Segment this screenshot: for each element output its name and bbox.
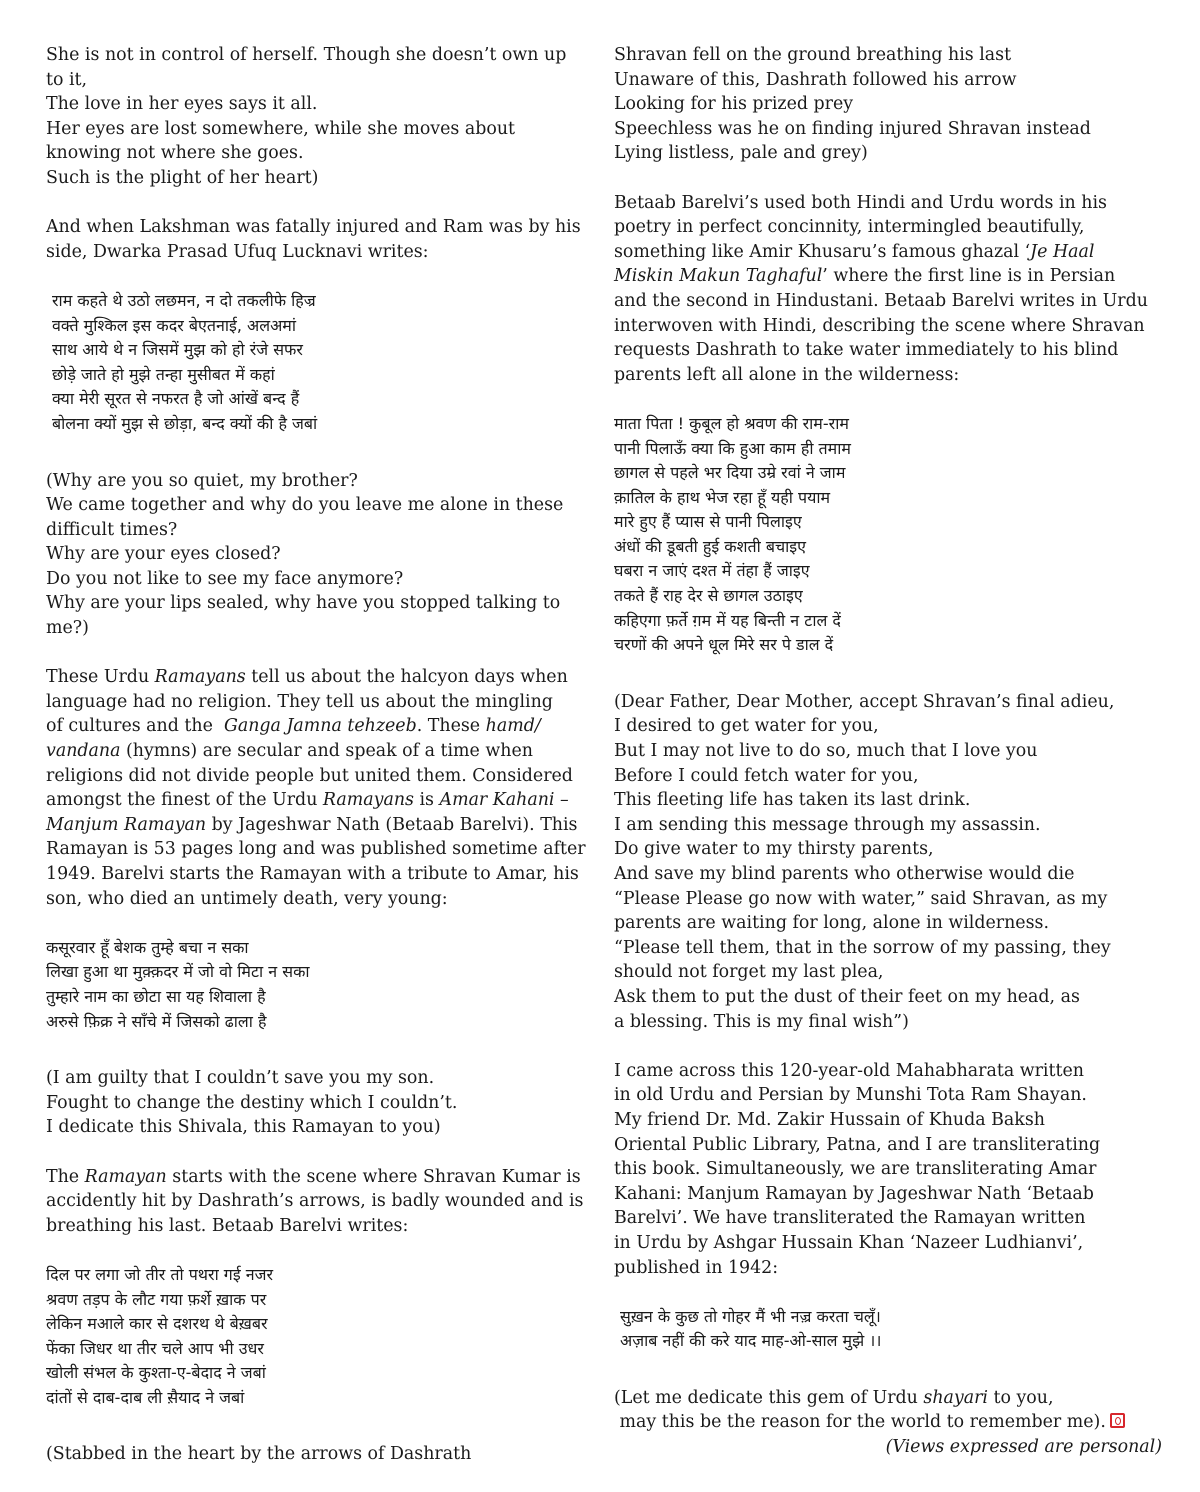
text-line: (Why are you so quiet, my brother? (46, 470, 358, 491)
verse-line: छोड़े जाते हो मुझे तन्हा मुसीबत में कहां (52, 364, 275, 384)
verse-line: पानी पिलाऊँ क्या कि हुआ काम ही तमाम (614, 438, 851, 458)
hindi-verse-block (46, 936, 586, 1034)
text-line: “Please tell them, that in the sorrow of my passing, they (614, 937, 1111, 958)
translation-block (614, 690, 1162, 1034)
right-column (614, 43, 1162, 1484)
text-line: We came together and why do you leave me alone in these (46, 495, 564, 516)
text-line: Lying listless, pale and grey) (614, 143, 868, 164)
verse-line: माता पिता ! कुबूल हो श्रवण की राम-राम (614, 413, 849, 433)
text-line: These Urdu Ramayans tell us about the halcyon days when (46, 667, 568, 688)
text-line: “Please Please go now with water,” said Shravan, as my (614, 888, 1108, 909)
verse-line: फेंका जिधर था तीर चले आप भी उधर (46, 1338, 264, 1358)
translation-block (46, 1066, 586, 1140)
text-line: Ask them to put the dust of their feet on my head, as (614, 986, 1080, 1007)
text-line: a blessing. This is my final wish”) (614, 1011, 909, 1032)
text-line: And save my blind parents who otherwise would die (614, 864, 1075, 884)
translation-block (46, 469, 586, 641)
verse-line: कसूरवार हूँ बेशक तुम्हे बचा न सका (46, 937, 249, 957)
translation-block (46, 1442, 586, 1467)
translation-block (614, 43, 1162, 166)
text-line: me?) (46, 618, 89, 639)
text-line: amongst the finest of the Urdu Ramayans is Amar Kahani – (46, 790, 569, 811)
text-line: Barelvi’. We have transliterated the Ramayan written (614, 1208, 1086, 1229)
verse-line: मारे हुए हैं प्यास से पानी पिलाइए (614, 512, 802, 532)
text-line: parents are waiting for long, alone in wilderness. (614, 913, 1049, 934)
text-line: poetry in perfect concinnity, intermingled beautifully, (614, 217, 1085, 238)
verse-line: छागल से पहले भर दिया उम्रे रवां ने जाम (614, 463, 846, 483)
text-line: to it, (46, 69, 88, 90)
text-line: She is not in control of herself. Though she doesn’t own up (46, 45, 567, 65)
body-paragraph (46, 665, 586, 911)
text-line: Shravan fell on the ground breathing his last (614, 45, 1012, 65)
text-line: published in 1942: (614, 1257, 779, 1278)
text-line: interwoven with Hindi, describing the scene where Shravan (614, 315, 1145, 336)
verse-line: लेकिन मआले कार से दशरथ थे बेख़बर (46, 1314, 268, 1334)
verse-line: सुख़न के कुछ तो गोहर मैं भी नज़्र करता चलूँ। (620, 1306, 881, 1326)
text-line: (I am guilty that I couldn’t save you my son. (46, 1068, 435, 1089)
text-line: Her eyes are lost somewhere, while she moves about (46, 118, 516, 139)
verse-line: तुम्हारे नाम का छोटा सा यह शिवाला है (46, 986, 266, 1006)
text-line: vandana (hymns) are secular and speak of a time when (46, 741, 533, 762)
verse-line: कहिएगा फ़र्ते ग़म में यह बिन्ती न टाल दें (614, 610, 841, 630)
text-line: and the second in Hindustani. Betaab Barelvi writes in Urdu (614, 290, 1148, 311)
verse-line: दांतों से दाब-दाब ली स़ैयाद ने जबां (46, 1387, 245, 1407)
text-line: And when Lakshman was fatally injured and Ram was by his (46, 217, 581, 238)
text-line: son, who died an untimely death, very young: (46, 888, 448, 909)
text-line: (Dear Father, Dear Mother, accept Shravan’s final adieu, (614, 691, 1115, 712)
verse-line: राम कहते थे उठो लछमन, न दो तकलीफे हिज्र (52, 290, 316, 310)
views-disclaimer: (Views expressed are personal) (885, 1437, 1162, 1458)
closing-paragraph (614, 1386, 1162, 1460)
body-paragraph (614, 191, 1162, 388)
text-line: Manjum Ramayan by Jageshwar Nath (Betaab Barelvi). This (46, 814, 578, 835)
text-line: Fought to change the destiny which I couldn’t. (46, 1092, 458, 1113)
text-line: Why are your lips sealed, why have you stopped talking to (46, 593, 561, 614)
text-line: Do you not like to see my face anymore? (46, 568, 404, 589)
hindi-verse-block (614, 412, 1162, 658)
verse-line: अरुसे फ़िक्र ने साँचे में जिसको ढाला है (46, 1011, 267, 1031)
text-line: Miskin Makun Taghaful’ where the first line is in Persian (614, 266, 1116, 287)
text-line: My friend Dr. Md. Zakir Hussain of Khuda Baksh (614, 1109, 1045, 1130)
verse-line: क्या मेरी सूरत से नफरत है जो आंखें बन्द हैं (52, 389, 300, 409)
text-line: knowing not where she goes. (46, 143, 304, 164)
text-line: Such is the plight of her heart) (46, 167, 319, 188)
text-line: language had no religion. They tell us about the mingling (46, 691, 553, 712)
text-line: this book. Simultaneously, we are transliterating Amar (614, 1159, 1097, 1180)
verse-line: लिखा हुआ था मुक़्क़दर में जो वो मिटा न सका (46, 962, 310, 982)
text-line: Do give water to my thirsty parents, (614, 839, 934, 860)
verse-line: तकते हैं राह देर से छागल उठाइए (614, 586, 803, 606)
text-line: Unaware of this, Dashrath followed his arrow (614, 69, 1017, 90)
text-line: Why are your eyes closed? (46, 544, 281, 565)
text-line: requests Dashrath to take water immediately to his blind (614, 340, 1119, 361)
text-line: I dedicate this Shivala, this Ramayan to you) (46, 1117, 441, 1138)
text-line: Betaab Barelvi’s used both Hindi and Urdu words in his (614, 192, 1107, 213)
verse-line: चरणों की अपने धूल मिरे सर पे डाल दें (614, 635, 834, 655)
verse-line: श्रवण तड़प के लौट गया फ़र्शे ख़ाक पर (46, 1289, 267, 1309)
outlook-logo-icon (1110, 1413, 1125, 1428)
text-line: side, Dwarka Prasad Ufuq Lucknavi writes: (46, 241, 429, 262)
text-line: parents left all alone in the wilderness: (614, 364, 960, 385)
text-line: (Let me dedicate this gem of Urdu shayari to you, (614, 1387, 1054, 1408)
text-line: Looking for his prized prey (614, 94, 854, 115)
text-line: should not forget my last plea, (614, 962, 884, 983)
text-line: The love in her eyes says it all. (46, 94, 318, 115)
body-paragraph (614, 1059, 1162, 1280)
verse-line: क़ातिल के हाथ भेज रहा हूँ यही पयाम (614, 487, 831, 507)
verse-line: अज़ाब नहीं की करे याद माह-ओ-साल मुझे ।। (620, 1331, 882, 1351)
text-line: But I may not live to do so, much that I love you (614, 741, 1038, 762)
text-line: I desired to get water for you, (614, 716, 879, 737)
verse-line: वक्ते मुश्किल इस कदर बेएतनाई, अलअमां (52, 315, 297, 335)
text-line: I am sending this message through my assassin. (614, 814, 1041, 835)
body-paragraph (46, 1165, 586, 1239)
text-line: Before I could fetch water for you, (614, 765, 919, 786)
text-line: I came across this 120-year-old Mahabharata written (614, 1060, 1084, 1081)
text-line: may this be the reason for the world to remember me). (614, 1410, 1162, 1435)
text-line: Ramayan is 53 pages long and was published sometime after (46, 839, 586, 860)
poem-translation-block (46, 43, 586, 191)
verse-line: बोलना क्यों मुझ से छोड़ा, बन्द क्यों की है जबां (52, 413, 318, 433)
text-line: Kahani: Manjum Ramayan by Jageshwar Nath ‘Betaab (614, 1183, 1094, 1204)
text-line: difficult times? (46, 519, 178, 540)
hindi-verse-block (46, 1263, 586, 1411)
text-line: accidently hit by Dashrath’s arrows, is badly wounded and is (46, 1191, 584, 1212)
text-line: The Ramayan starts with the scene where Shravan Kumar is (46, 1166, 581, 1187)
text-line: This fleeting life has taken its last drink. (614, 790, 971, 811)
text-line: 1949. Barelvi starts the Ramayan with a tribute to Amar, his (46, 864, 579, 884)
verse-line: अंधों की डूबती हुई कशती बचाइए (614, 536, 806, 556)
hindi-verse-block (46, 289, 586, 437)
text-line: (Stabbed in the heart by the arrows of Dashrath (46, 1444, 472, 1465)
text-line: Oriental Public Library, Patna, and I are transliterating (614, 1134, 1101, 1155)
verse-line: दिल पर लगा जो तीर तो पथरा गई नजर (46, 1264, 274, 1284)
verse-line: साथ आये थे न जिसमें मुझ को हो रंजे सफर (52, 340, 303, 360)
text-line: something like Amir Khusaru’s famous ghazal ‘Je Haal (614, 241, 1095, 262)
text-line: Speechless was he on finding injured Shravan instead (614, 118, 1091, 139)
left-column (46, 43, 586, 1492)
hindi-verse-block (614, 1305, 1162, 1354)
text-line: in Urdu by Ashgar Hussain Khan ‘Nazeer Ludhianvi’, (614, 1232, 1084, 1253)
text-line: religions did not divide people but united them. Considered (46, 765, 573, 786)
text-line: in old Urdu and Persian by Munshi Tota Ram Shayan. (614, 1085, 1087, 1106)
text-line: breathing his last. Betaab Barelvi writes: (46, 1215, 409, 1236)
body-paragraph (46, 215, 586, 264)
text-line: of cultures and the Ganga Jamna tehzeeb. These hamd/ (46, 716, 541, 737)
verse-line: घबरा न जाएं दश्त में तंहा हैं जाइए (614, 561, 810, 581)
verse-line: खोली संभल के कुश्ता-ए-बेदाद ने जबां (46, 1363, 266, 1383)
